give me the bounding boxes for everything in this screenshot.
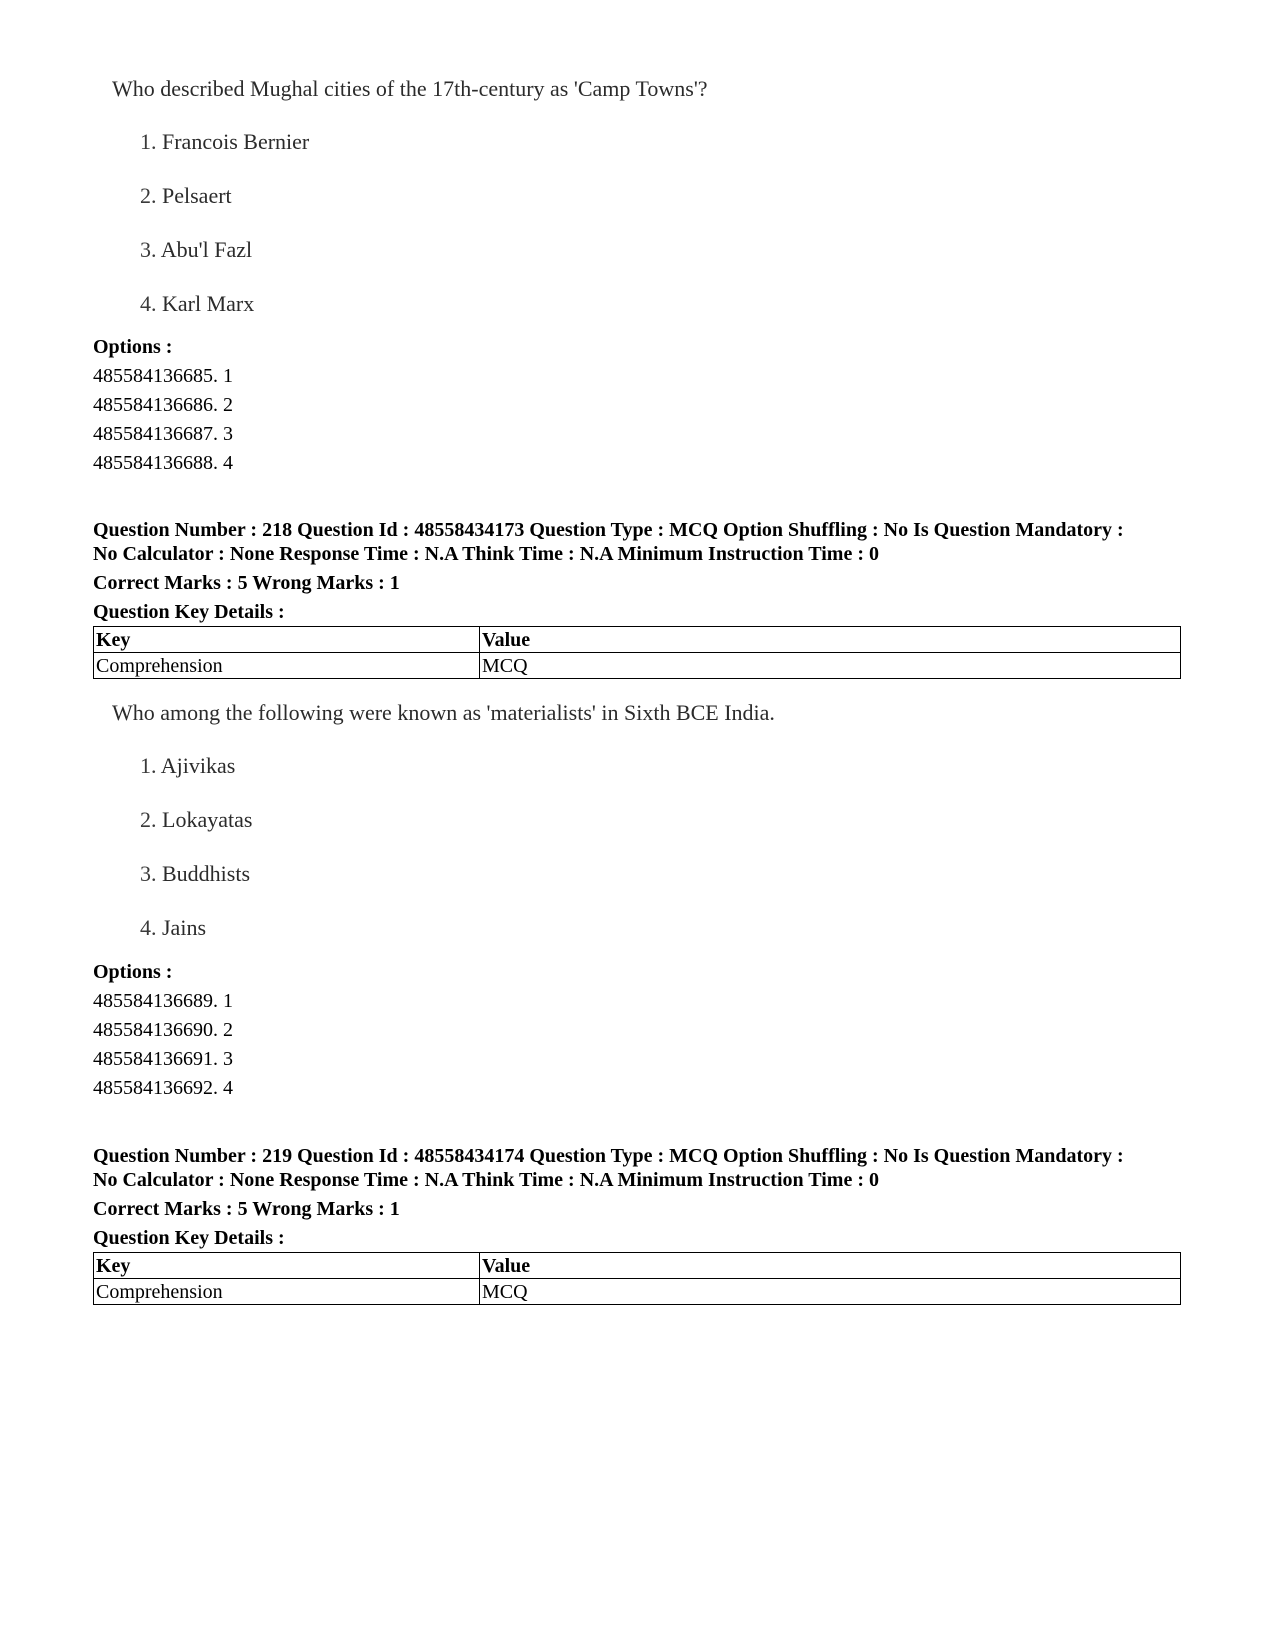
choice-item [140,753,1012,779]
key-details-heading: Question Key Details : [93,601,285,623]
choice-item [140,237,1012,263]
question-meta-line: No Calculator : None Response Time : N.A Think Time : N.A Minimum Instruction Time : 0 [93,1169,879,1191]
choice-item [140,183,1012,209]
choice-text: Karl Marx [162,291,255,316]
choice-text: Pelsaert [162,183,232,208]
table-header-value: Value [480,627,1181,653]
choice-text: Buddhists [162,861,251,886]
choice-item [140,291,1012,317]
key-details-table [93,626,1181,679]
choice-list [112,129,1012,317]
table-header-key: Key [94,627,480,653]
option-row: 485584136692. 4 [93,1077,233,1099]
question-image-q2 [112,700,1012,941]
table-header-value: Value [480,1253,1181,1279]
choice-item [140,861,1012,887]
question-meta-218 [93,518,1193,624]
choice-text: Ajivikas [160,753,236,778]
option-row: 485584136685. 1 [93,365,233,387]
table-cell-value: MCQ [480,653,1181,679]
options-heading: Options : [93,961,173,983]
options-block-q1 [93,333,233,478]
option-row: 485584136687. 3 [93,423,233,445]
option-row: 485584136691. 3 [93,1048,233,1070]
option-row: 485584136686. 2 [93,394,233,416]
choice-text: Abu'l Fazl [160,237,253,262]
question-meta-line: Question Number : 219 Question Id : 48558434174 Question Type : MCQ Option Shuffling : No Is Question Mandatory : [93,1145,1124,1167]
option-row: 485584136689. 1 [93,990,233,1012]
choice-item [140,807,1012,833]
choice-number: 3. [140,237,157,262]
table-header-row [94,627,1181,653]
choice-number: 4. [140,915,157,940]
choice-number: 2. [140,807,157,832]
key-details-heading: Question Key Details : [93,1227,285,1249]
question-image-q1 [112,76,1012,317]
choice-number: 4. [140,291,157,316]
table-cell-value: MCQ [480,1279,1181,1305]
choice-text: Jains [162,915,206,940]
question-stem: Who among the following were known as 'materialists' in Sixth BCE India. [112,700,775,725]
choice-text: Lokayatas [162,807,253,832]
choice-text: Francois Bernier [162,129,310,154]
choice-number: 1. [140,753,157,778]
choice-item [140,915,1012,941]
choice-number: 3. [140,861,157,886]
option-row: 485584136690. 2 [93,1019,233,1041]
question-stem: Who described Mughal cities of the 17th-century as 'Camp Towns'? [112,76,708,101]
marks-line: Correct Marks : 5 Wrong Marks : 1 [93,572,400,594]
question-meta-219 [93,1144,1193,1250]
marks-line: Correct Marks : 5 Wrong Marks : 1 [93,1198,400,1220]
question-meta-line: No Calculator : None Response Time : N.A Think Time : N.A Minimum Instruction Time : 0 [93,543,879,565]
table-cell-key: Comprehension [94,1279,480,1305]
table-header-row [94,1253,1181,1279]
key-details-table [93,1252,1181,1305]
table-row [94,653,1181,679]
choice-number: 1. [140,129,157,154]
table-header-key: Key [94,1253,480,1279]
table-row [94,1279,1181,1305]
table-cell-key: Comprehension [94,653,480,679]
question-meta-line: Question Number : 218 Question Id : 48558434173 Question Type : MCQ Option Shuffling : No Is Question Mandatory : [93,519,1124,541]
options-block-q2 [93,958,233,1103]
choice-list [112,753,1012,941]
choice-item [140,129,1012,155]
option-row: 485584136688. 4 [93,452,233,474]
choice-number: 2. [140,183,157,208]
options-heading: Options : [93,336,173,358]
